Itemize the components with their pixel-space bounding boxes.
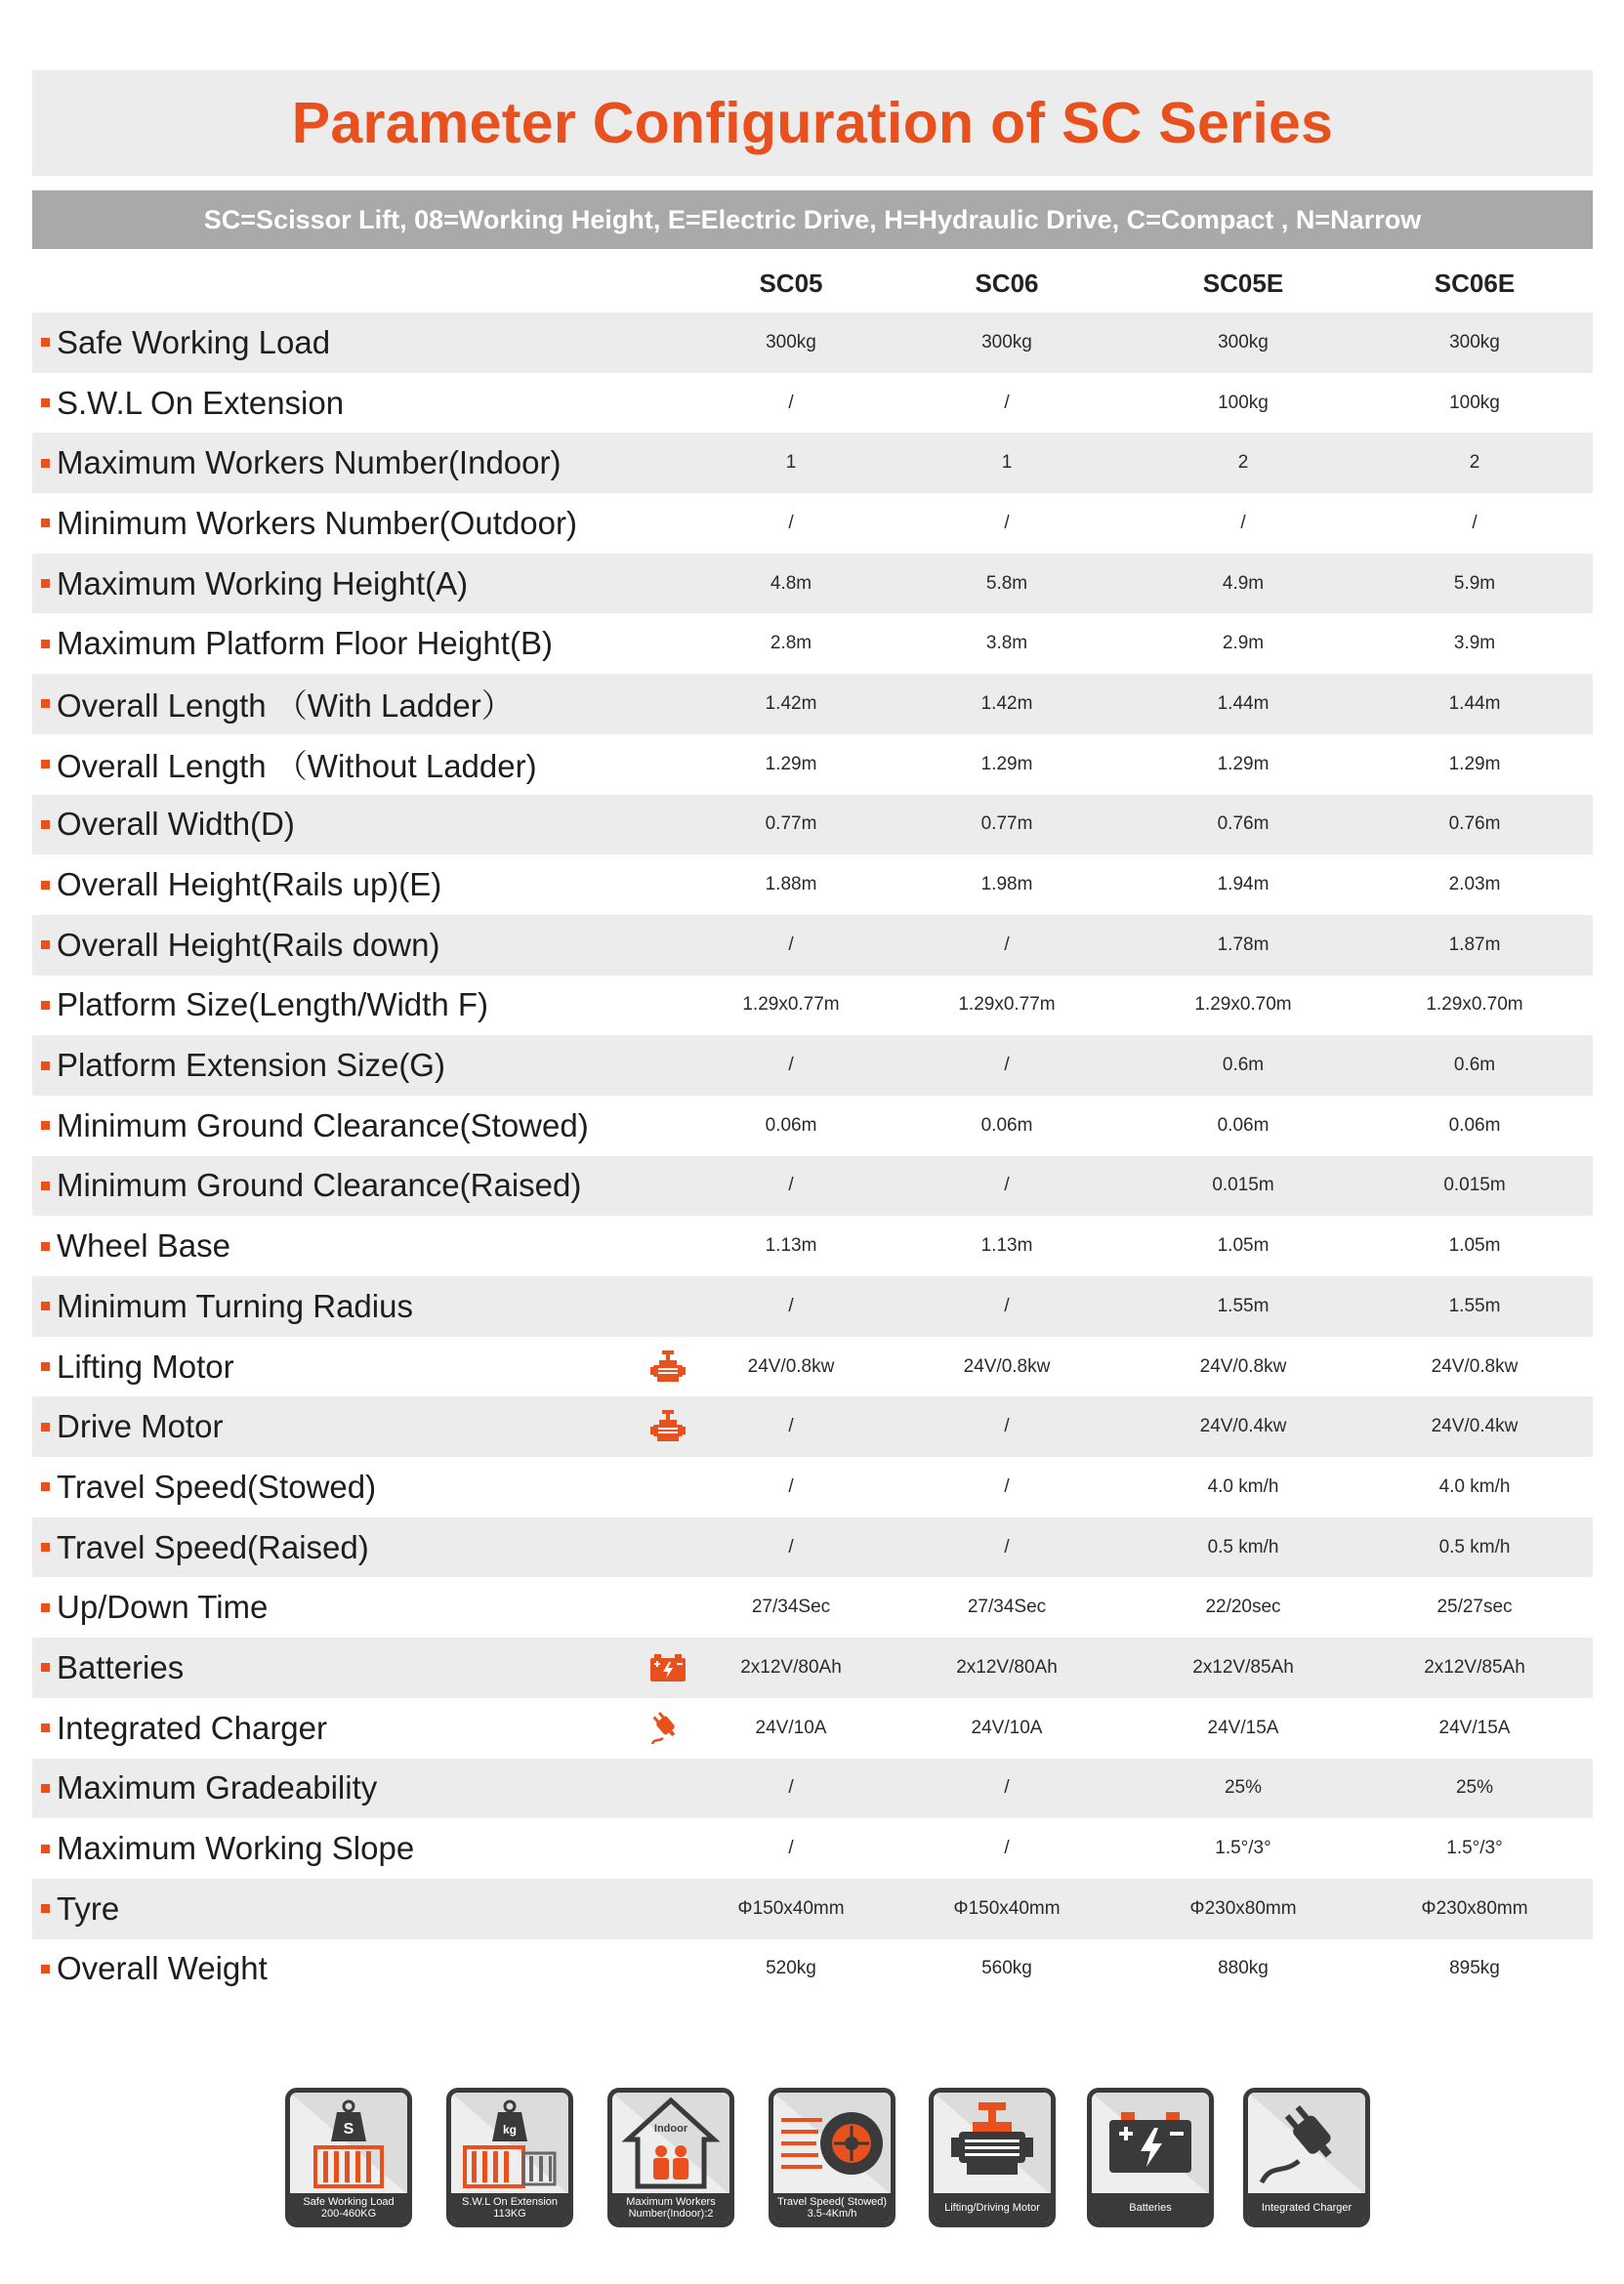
- row-label: [41, 734, 537, 795]
- table-cell: 24V/0.8kw: [1431, 1355, 1519, 1377]
- table-cell: 1.42m: [765, 692, 817, 714]
- bullet-icon: [41, 1242, 50, 1251]
- table-cell: 1.44m: [1448, 692, 1501, 714]
- table-row: [32, 1818, 1593, 1879]
- badge-caption: [451, 2193, 568, 2222]
- row-label: [41, 1879, 119, 1939]
- bullet-icon: [41, 1663, 50, 1672]
- table-cell: 0.06m: [1217, 1114, 1270, 1136]
- feature-badge: [446, 2088, 573, 2227]
- page-title: Parameter Configuration of SC Series: [291, 91, 1334, 155]
- table-cell: 24V/15A: [1207, 1717, 1279, 1738]
- table-cell: /: [788, 1175, 794, 1196]
- table-cell: 2: [1469, 452, 1480, 474]
- badge-caption: [290, 2193, 407, 2222]
- row-label: [41, 915, 439, 976]
- row-label: [41, 493, 577, 554]
- table-cell: 4.0 km/h: [1438, 1475, 1511, 1497]
- table-cell: 520kg: [766, 1958, 816, 1979]
- table-cell: /: [1240, 512, 1246, 533]
- table-row: [32, 433, 1593, 493]
- table-cell: 1.13m: [980, 1235, 1033, 1257]
- table-cell: 1.78m: [1217, 934, 1270, 955]
- bullet-icon: [41, 640, 50, 648]
- weight-extension-icon: [451, 2093, 568, 2194]
- row-label-text: Up/Down Time: [57, 1589, 269, 1626]
- table-cell: 0.015m: [1443, 1175, 1506, 1196]
- table-row: [32, 1035, 1593, 1096]
- bullet-icon: [41, 760, 50, 768]
- row-label-text: Integrated Charger: [57, 1709, 328, 1746]
- table-cell: /: [1004, 392, 1010, 413]
- table-cell: 300kg: [766, 331, 816, 353]
- bullet-icon: [41, 1543, 50, 1552]
- table-cell: /: [1004, 1175, 1010, 1196]
- weight-icon: [290, 2093, 407, 2194]
- table-row: [32, 1517, 1593, 1578]
- table-cell: 1.5°/3°: [1446, 1838, 1503, 1859]
- row-label: [41, 1396, 224, 1457]
- table-cell: 5.8m: [985, 572, 1028, 594]
- table-cell: 3.8m: [985, 633, 1028, 654]
- table-cell: Φ230x80mm: [1189, 1897, 1297, 1919]
- table-cell: 1.94m: [1217, 874, 1270, 895]
- row-label: [41, 1698, 327, 1759]
- table-cell: 0.77m: [980, 813, 1033, 835]
- table-row: [32, 674, 1593, 734]
- table-cell: 24V/10A: [971, 1717, 1043, 1738]
- table-cell: 0.76m: [1448, 813, 1501, 835]
- table-row: [32, 1337, 1593, 1397]
- row-label: [41, 976, 488, 1036]
- badge-caption: [773, 2193, 891, 2222]
- bullet-icon: [41, 881, 50, 890]
- table-row: [32, 1276, 1593, 1337]
- table-cell: 100kg: [1218, 392, 1269, 413]
- plug-icon: [647, 1708, 688, 1749]
- table-row: [32, 493, 1593, 554]
- table-cell: 24V/0.8kw: [1199, 1355, 1287, 1377]
- bullet-icon: [41, 1784, 50, 1793]
- bullet-icon: [41, 338, 50, 347]
- table-cell: 27/34Sec: [751, 1597, 831, 1618]
- bullet-icon: [41, 1121, 50, 1130]
- feature-badges: [285, 2088, 1371, 2229]
- table-cell: 1.29x0.77m: [958, 994, 1056, 1016]
- table-cell: /: [788, 1055, 794, 1076]
- table-cell: Φ150x40mm: [953, 1897, 1061, 1919]
- badge-caption-line: Number(Indoor):2: [628, 2208, 714, 2220]
- table-row: [32, 1156, 1593, 1217]
- table-cell: /: [788, 1475, 794, 1497]
- row-label-text: S.W.L On Extension: [57, 384, 345, 421]
- table-row: [32, 1577, 1593, 1638]
- badge-caption-line: 200-460KG: [320, 2208, 377, 2220]
- svg-text:kg: kg: [502, 2123, 518, 2137]
- table-cell: /: [1004, 1536, 1010, 1557]
- bullet-icon: [41, 699, 50, 708]
- bullet-icon: [41, 1302, 50, 1310]
- table-cell: 880kg: [1218, 1958, 1269, 1979]
- column-header: SC05E: [1202, 268, 1284, 298]
- table-cell: 0.5 km/h: [1207, 1536, 1279, 1557]
- table-row: [32, 1879, 1593, 1939]
- table-cell: Φ150x40mm: [737, 1897, 845, 1919]
- bullet-icon: [41, 1001, 50, 1010]
- row-label-text: Wheel Base: [57, 1227, 230, 1265]
- bullet-icon: [41, 1845, 50, 1853]
- table-cell: 2.9m: [1222, 633, 1265, 654]
- feature-badge: [1243, 2088, 1370, 2227]
- feature-badge: [769, 2088, 895, 2227]
- bullet-icon: [41, 940, 50, 949]
- row-label-text: Overall Length （Without Ladder): [57, 748, 537, 785]
- table-cell: /: [1004, 512, 1010, 533]
- row-label: [41, 613, 553, 674]
- badge-caption: [934, 2193, 1051, 2222]
- table-cell: 3.9m: [1453, 633, 1496, 654]
- row-label: [41, 1759, 377, 1819]
- badge-caption-line: Travel Speed( Stowed): [776, 2196, 888, 2208]
- plug-icon: [1248, 2093, 1365, 2194]
- row-label-text: Maximum Working Slope: [57, 1830, 415, 1867]
- table-row: [32, 554, 1593, 614]
- table-cell: 24V/0.8kw: [747, 1355, 835, 1377]
- row-label-text: Safe Working Load: [57, 323, 331, 360]
- table-cell: /: [788, 512, 794, 533]
- table-cell: 25%: [1455, 1777, 1494, 1799]
- table-row: [32, 795, 1593, 855]
- table-cell: /: [788, 934, 794, 955]
- table-cell: 2x12V/85Ah: [1192, 1656, 1294, 1678]
- badge-caption-line: Safe Working Load: [303, 2196, 395, 2208]
- battery-icon: [647, 1647, 688, 1688]
- table-cell: /: [1004, 1777, 1010, 1799]
- table-cell: /: [788, 1295, 794, 1316]
- table-cell: 560kg: [981, 1958, 1032, 1979]
- table-row: [32, 1759, 1593, 1819]
- row-label: [41, 795, 295, 855]
- table-cell: 0.76m: [1217, 813, 1270, 835]
- table-cell: /: [788, 1536, 794, 1557]
- table-cell: 1.44m: [1217, 692, 1270, 714]
- feature-badge: [607, 2088, 734, 2227]
- row-label-text: Batteries: [57, 1648, 185, 1685]
- table-cell: 4.9m: [1222, 572, 1265, 594]
- row-label: [41, 1216, 230, 1276]
- motor-icon: [647, 1406, 688, 1447]
- row-label-text: Travel Speed(Stowed): [57, 1468, 377, 1505]
- table-cell: Φ230x80mm: [1421, 1897, 1528, 1919]
- table-cell: 25%: [1224, 1777, 1263, 1799]
- bullet-icon: [41, 1482, 50, 1491]
- table-cell: 24V/0.8kw: [963, 1355, 1051, 1377]
- table-cell: 1.05m: [1217, 1235, 1270, 1257]
- row-label-text: Minimum Workers Number(Outdoor): [57, 504, 577, 541]
- row-label-text: Minimum Ground Clearance(Stowed): [57, 1106, 589, 1143]
- wheel-speed-icon: [773, 2093, 891, 2194]
- table-cell: 1.29m: [1448, 753, 1501, 774]
- badge-caption-line: 113KG: [493, 2208, 526, 2220]
- table-cell: 2x12V/80Ah: [956, 1656, 1058, 1678]
- table-cell: /: [1004, 1475, 1010, 1497]
- table-row: [32, 1396, 1593, 1457]
- table-row: [32, 1939, 1593, 2000]
- table-cell: 300kg: [1449, 331, 1500, 353]
- feature-badge: [285, 2088, 412, 2227]
- table-cell: 1.29m: [1217, 753, 1270, 774]
- badge-caption-line: Batteries: [1129, 2202, 1172, 2214]
- feature-badge: [929, 2088, 1056, 2227]
- bullet-icon: [41, 459, 50, 468]
- table-cell: 1: [785, 452, 797, 474]
- bullet-icon: [41, 579, 50, 588]
- table-row: [32, 373, 1593, 434]
- table-row: [32, 613, 1593, 674]
- bullet-icon: [41, 1423, 50, 1432]
- bullet-icon: [41, 820, 50, 829]
- table-cell: 1.29x0.70m: [1194, 994, 1292, 1016]
- table-cell: /: [1472, 512, 1478, 533]
- bullet-icon: [41, 398, 50, 407]
- row-label: [41, 1577, 268, 1638]
- feature-badge: [1087, 2088, 1214, 2227]
- table-cell: 1.98m: [980, 874, 1033, 895]
- row-label: [41, 312, 330, 373]
- row-label: [41, 554, 468, 614]
- table-cell: 1.29x0.77m: [742, 994, 840, 1016]
- column-header: SC06E: [1434, 268, 1516, 298]
- row-label: [41, 1096, 589, 1156]
- table-cell: 0.06m: [765, 1114, 817, 1136]
- row-label-text: Platform Extension Size(G): [57, 1047, 445, 1084]
- bullet-icon: [41, 1965, 50, 1973]
- row-label: [41, 1818, 414, 1879]
- table-row: [32, 854, 1593, 915]
- row-label-text: Maximum Workers Number(Indoor): [57, 444, 562, 481]
- table-cell: 24V/15A: [1438, 1717, 1511, 1738]
- badge-caption: [1248, 2193, 1365, 2222]
- row-label-text: Overall Weight: [57, 1950, 268, 1987]
- table-cell: 5.9m: [1453, 572, 1496, 594]
- row-label-text: Tyre: [57, 1889, 120, 1927]
- table-row: [32, 976, 1593, 1036]
- row-label: [41, 1457, 376, 1517]
- table-cell: /: [788, 1838, 794, 1859]
- badge-caption-line: Lifting/Driving Motor: [944, 2202, 1040, 2214]
- table-row: [32, 1638, 1593, 1698]
- row-label: [41, 1939, 268, 2000]
- table-row: [32, 1457, 1593, 1517]
- table-cell: 24V/0.4kw: [1199, 1416, 1287, 1437]
- table-cell: 1.29x0.70m: [1426, 994, 1523, 1016]
- row-label-text: Travel Speed(Raised): [57, 1528, 369, 1565]
- table-cell: 0.5 km/h: [1438, 1536, 1511, 1557]
- column-header: SC06: [975, 268, 1039, 298]
- table-cell: 0.77m: [765, 813, 817, 835]
- bullet-icon: [41, 519, 50, 527]
- table-cell: 1.42m: [980, 692, 1033, 714]
- row-label: [41, 674, 514, 734]
- row-label: [41, 373, 344, 434]
- table-cell: 0.6m: [1453, 1055, 1496, 1076]
- badge-caption-line: 3.5-4Km/h: [807, 2208, 857, 2220]
- row-label-text: Overall Length （With Ladder）: [57, 687, 514, 725]
- table-cell: /: [788, 1416, 794, 1437]
- row-label-text: Drive Motor: [57, 1408, 224, 1445]
- table-cell: 4.8m: [770, 572, 812, 594]
- table-cell: 300kg: [1218, 331, 1269, 353]
- row-label: [41, 433, 562, 493]
- table-cell: 2.8m: [770, 633, 812, 654]
- table-cell: 1.5°/3°: [1215, 1838, 1271, 1859]
- table-row: [32, 1216, 1593, 1276]
- table-cell: 27/34Sec: [967, 1597, 1047, 1618]
- table-cell: 2: [1237, 452, 1249, 474]
- table-cell: 2x12V/85Ah: [1424, 1656, 1525, 1678]
- table-cell: 1.29m: [980, 753, 1033, 774]
- row-label-text: Lifting Motor: [57, 1348, 234, 1385]
- model-code-legend: SC=Scissor Lift, 08=Working Height, E=Electric Drive, H=Hydraulic Drive, C=Compact , N=Narrow: [32, 190, 1593, 249]
- row-label: [41, 1337, 234, 1397]
- row-label-text: Overall Width(D): [57, 806, 295, 843]
- row-label-text: Minimum Turning Radius: [57, 1287, 413, 1324]
- row-label: [41, 1035, 445, 1096]
- table-cell: 2.03m: [1448, 874, 1501, 895]
- battery-icon: [1092, 2093, 1209, 2194]
- row-label-text: Overall Height(Rails down): [57, 926, 440, 963]
- table-cell: 24V/0.4kw: [1431, 1416, 1519, 1437]
- table-cell: 1.55m: [1448, 1295, 1501, 1316]
- bullet-icon: [41, 1061, 50, 1070]
- badge-caption: [1092, 2193, 1209, 2222]
- table-cell: 300kg: [981, 331, 1032, 353]
- bullet-icon: [41, 1362, 50, 1371]
- badge-caption: [612, 2193, 729, 2222]
- table-cell: 24V/10A: [755, 1717, 827, 1738]
- row-label: [41, 1156, 581, 1217]
- table-cell: /: [788, 1777, 794, 1799]
- table-cell: 1.87m: [1448, 934, 1501, 955]
- table-cell: /: [1004, 1416, 1010, 1437]
- bullet-icon: [41, 1904, 50, 1913]
- table-cell: 0.06m: [1448, 1114, 1501, 1136]
- table-cell: 1.29m: [765, 753, 817, 774]
- row-label: [41, 1638, 184, 1698]
- table-cell: /: [1004, 1295, 1010, 1316]
- table-cell: /: [1004, 934, 1010, 955]
- badge-caption-line: Maximum Workers: [626, 2196, 716, 2208]
- table-row: [32, 1698, 1593, 1759]
- row-label: [41, 1517, 369, 1578]
- row-label-text: Maximum Platform Floor Height(B): [57, 625, 553, 662]
- indoor-house-icon: [612, 2093, 729, 2194]
- badge-caption-line: Integrated Charger: [1261, 2202, 1353, 2214]
- table-cell: 25/27sec: [1437, 1597, 1513, 1618]
- table-cell: 100kg: [1449, 392, 1500, 413]
- column-header: SC05: [759, 268, 823, 298]
- table-cell: 895kg: [1449, 1958, 1500, 1979]
- motor-icon: [647, 1347, 688, 1388]
- table-cell: 0.015m: [1212, 1175, 1274, 1196]
- table-cell: 1.55m: [1217, 1295, 1270, 1316]
- table-cell: /: [1004, 1055, 1010, 1076]
- table-cell: 1.88m: [765, 874, 817, 895]
- row-label-text: Maximum Working Height(A): [57, 564, 469, 602]
- bullet-icon: [41, 1182, 50, 1190]
- table-cell: 1: [1001, 452, 1013, 474]
- row-label-text: Maximum Gradeability: [57, 1769, 378, 1806]
- table-cell: 0.6m: [1222, 1055, 1265, 1076]
- table-cell: 2x12V/80Ah: [740, 1656, 842, 1678]
- table-row: [32, 312, 1593, 373]
- row-label: [41, 1276, 413, 1337]
- table-cell: /: [788, 392, 794, 413]
- badge-art-text: Indoor: [653, 2123, 688, 2135]
- table-cell: /: [1004, 1838, 1010, 1859]
- row-label: [41, 854, 441, 915]
- bullet-icon: [41, 1723, 50, 1732]
- row-label-text: Overall Height(Rails up)(E): [57, 866, 442, 903]
- badge-caption-line: S.W.L On Extension: [461, 2196, 559, 2208]
- motor-icon: [934, 2093, 1051, 2194]
- table-cell: 22/20sec: [1205, 1597, 1281, 1618]
- table-row: [32, 1096, 1593, 1156]
- spec-table: [32, 312, 1593, 1999]
- title-band: [32, 70, 1593, 176]
- svg-text:S: S: [343, 2121, 354, 2138]
- row-label-text: Platform Size(Length/Width F): [57, 986, 488, 1023]
- table-cell: 1.05m: [1448, 1235, 1501, 1257]
- bullet-icon: [41, 1603, 50, 1612]
- table-row: [32, 915, 1593, 976]
- row-label-text: Minimum Ground Clearance(Raised): [57, 1167, 582, 1204]
- table-cell: 0.06m: [980, 1114, 1033, 1136]
- table-cell: 4.0 km/h: [1207, 1475, 1279, 1497]
- table-cell: 1.13m: [765, 1235, 817, 1257]
- table-row: [32, 734, 1593, 795]
